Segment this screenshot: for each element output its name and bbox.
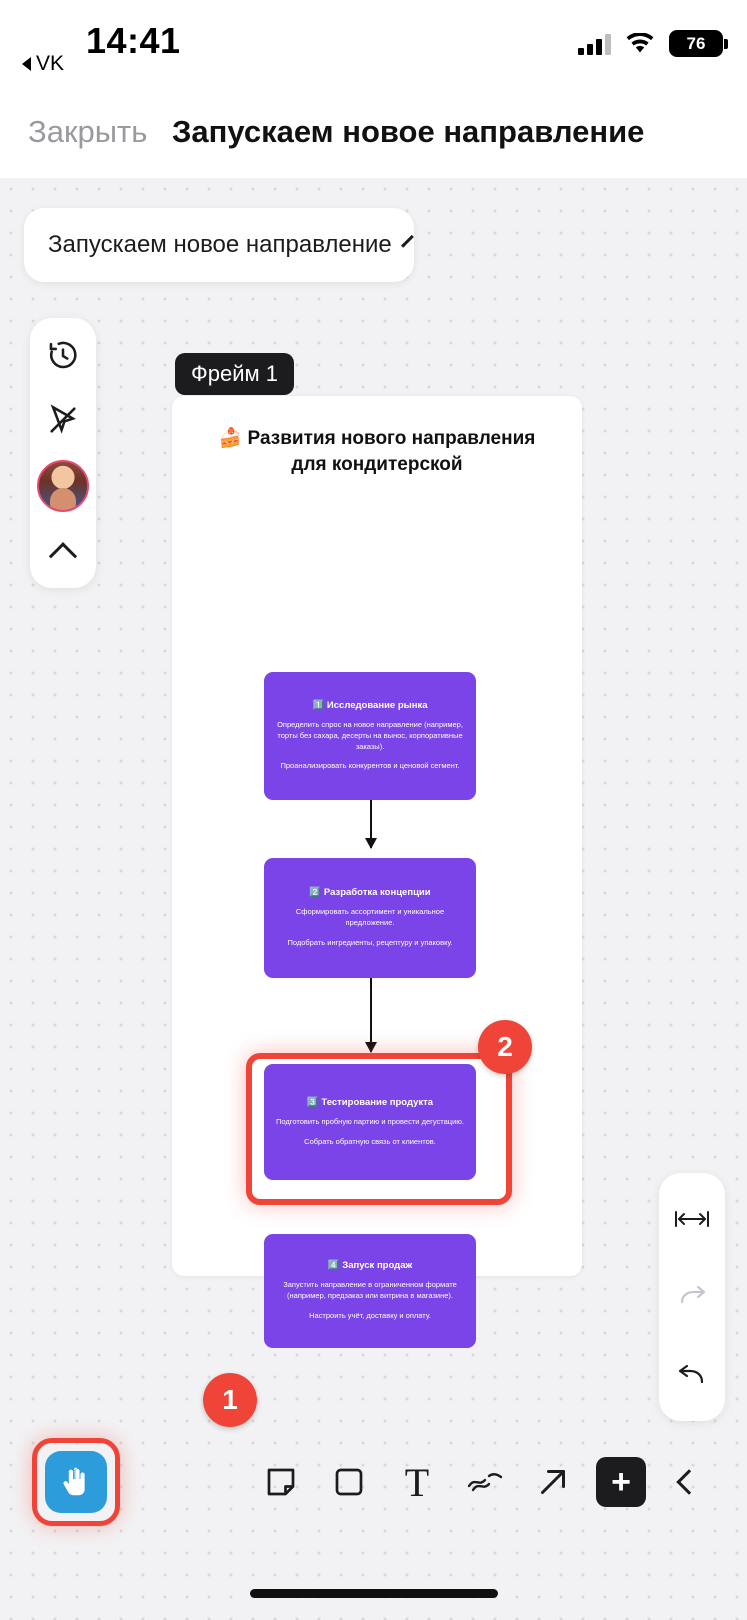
node-title: 3️⃣ Тестирование продукта [306, 1096, 434, 1108]
node-line: Запустить направление в ограниченном формате (например, предзаказ или витрина в магазине). [283, 1280, 457, 1301]
user-avatar[interactable] [37, 460, 89, 512]
collapse-rail-button[interactable] [38, 528, 88, 576]
wifi-icon [625, 33, 655, 55]
chevron-left-icon [676, 1469, 701, 1494]
annotation-badge-2: 2 [478, 1020, 532, 1074]
battery-level: 76 [686, 33, 706, 53]
flow-node-1[interactable] [264, 672, 476, 800]
history-clock-icon[interactable] [38, 332, 88, 380]
node-line: Сформировать ассортимент и уникальное предложение. [295, 907, 445, 928]
node-line: Собрать обратную связь от клиентов. [304, 1136, 436, 1146]
node-title: 2️⃣ Разработка концепции [309, 887, 431, 899]
status-indicators [578, 30, 723, 57]
back-app-label: VK [36, 52, 65, 75]
node-title: 4️⃣ Запуск продаж [327, 1260, 413, 1272]
cellular-signal-icon [578, 33, 611, 55]
text-tool[interactable] [383, 1448, 451, 1516]
page-title: Запускаем новое направление [172, 114, 645, 149]
node-line: Настроить учёт, доставку и оплату. [309, 1310, 431, 1320]
add-tool[interactable] [587, 1448, 655, 1516]
flow-node-4[interactable] [264, 1234, 476, 1348]
collapse-toolbar-button[interactable] [655, 1448, 723, 1516]
board-canvas[interactable] [0, 178, 747, 1620]
annotation-highlight-box [246, 1053, 512, 1205]
hand-tool-highlight [32, 1438, 120, 1526]
pen-tool[interactable] [451, 1448, 519, 1516]
node-line: Определить спрос на новое направление (например, торты без сахара, десерты на вынос, корпоративные заказы). [277, 719, 463, 751]
connector-arrow-1 [370, 800, 372, 848]
bottom-toolbar[interactable] [0, 1434, 747, 1530]
back-to-app-link[interactable] [22, 52, 64, 76]
hand-tool[interactable] [45, 1451, 107, 1513]
flow-node-2[interactable] [264, 858, 476, 978]
node-title: 1️⃣ Исследование рынка [312, 699, 428, 711]
chevron-up-icon [49, 542, 77, 570]
left-toolbar[interactable] [30, 318, 96, 588]
redo-icon[interactable] [662, 1261, 722, 1333]
status-time: 14:41 [86, 20, 181, 61]
frame-label[interactable]: Фрейм 1 [175, 353, 294, 395]
close-button[interactable]: Закрыть [28, 114, 148, 149]
connector-arrow-2 [370, 978, 372, 1052]
frame-title: 🍰 Развития нового направления для кондитерской [218, 428, 536, 475]
text-T-icon: T [404, 1459, 430, 1505]
home-indicator [250, 1589, 498, 1598]
pointer-hidden-icon[interactable] [38, 396, 88, 444]
document-selector[interactable] [24, 208, 414, 282]
node-line: Подобрать ингредиенты, рецептуру и упаковку. [287, 937, 453, 947]
right-toolbar[interactable] [659, 1173, 725, 1421]
arrow-tool[interactable] [519, 1448, 587, 1516]
back-triangle-icon [22, 57, 31, 71]
document-name: Запускаем новое направление [48, 231, 392, 258]
node-line: Подготовить пробную партию и провести дегустацию. [276, 1116, 464, 1126]
sticky-note-tool[interactable] [247, 1448, 315, 1516]
status-bar [0, 0, 747, 96]
shape-tool[interactable] [315, 1448, 383, 1516]
plus-square-icon: + [596, 1457, 646, 1507]
node-line: Проанализировать конкурентов и ценовой сегмент. [280, 761, 460, 771]
fit-width-icon[interactable] [662, 1183, 722, 1255]
annotation-badge-1: 1 [203, 1373, 257, 1427]
undo-icon[interactable] [662, 1339, 722, 1411]
battery-icon [669, 30, 723, 57]
navigation-bar [0, 96, 747, 178]
chevron-down-icon [401, 234, 414, 247]
